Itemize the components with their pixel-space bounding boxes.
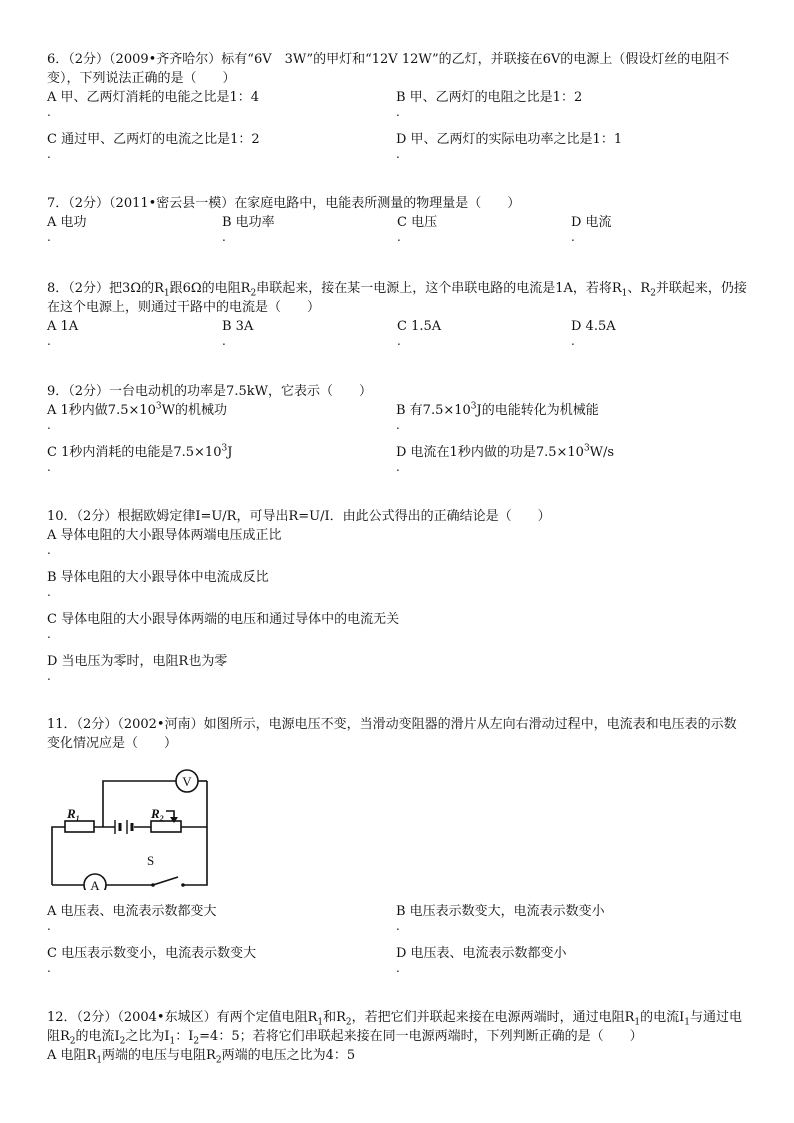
option-dot: . bbox=[47, 543, 51, 557]
question-8 bbox=[47, 279, 747, 359]
question-9 bbox=[47, 382, 747, 485]
rheostat-r2 bbox=[151, 821, 181, 832]
r1-label bbox=[66, 806, 80, 823]
r1-letter: R bbox=[67, 806, 76, 821]
subscript: 2 bbox=[345, 1017, 352, 1028]
question-stem: 11．（2分）（2002•河南）如图所示，电源电压不变，当滑动变阻器的滑片从左向右滑动过程中，电流表和电压表的示数变化情况应是（ ） bbox=[47, 717, 737, 751]
option-dot: . bbox=[397, 230, 401, 244]
option-c[interactable] bbox=[47, 443, 232, 463]
wire-voltmeter-left bbox=[103, 781, 176, 827]
option-dot: . bbox=[47, 961, 51, 975]
question-10 bbox=[47, 507, 747, 694]
option-dot: . bbox=[47, 919, 51, 933]
option-a[interactable]: A 电压表、电流表示数都变大 bbox=[47, 904, 217, 919]
option-dot: . bbox=[47, 460, 51, 474]
option-a[interactable]: A 1A bbox=[47, 319, 79, 334]
option-text: B 有7.5×10 bbox=[396, 403, 471, 418]
r1-subscript: 1 bbox=[75, 814, 80, 823]
option-dot: . bbox=[47, 147, 51, 161]
subscript: 1 bbox=[96, 1055, 103, 1066]
stem-text: 12．（2分）（2004•东城区）有两个定值电阻R bbox=[47, 1010, 318, 1025]
options-row bbox=[47, 1046, 747, 1067]
question-6 bbox=[47, 50, 747, 172]
option-c[interactable]: C 电压 bbox=[397, 215, 438, 230]
switch-label: S bbox=[147, 853, 155, 868]
subscript: 2 bbox=[250, 288, 257, 299]
battery bbox=[115, 820, 132, 834]
option-dot: . bbox=[571, 334, 575, 348]
option-dot: . bbox=[47, 105, 51, 119]
option-text: W/s bbox=[589, 445, 615, 460]
option-dot: . bbox=[47, 230, 51, 244]
stem-text: ，若把它们并联起来接在电源两端时，通过电阻R bbox=[351, 1010, 635, 1025]
question-11-options bbox=[47, 902, 747, 986]
options-row bbox=[47, 610, 747, 652]
option-d[interactable]: D 当电压为零时，电阻R也为零 bbox=[47, 654, 228, 669]
options-row bbox=[47, 568, 747, 610]
question-7 bbox=[47, 194, 747, 255]
option-c[interactable]: C 导体电阻的大小跟导体两端的电压和通过导体中的电流无关 bbox=[47, 612, 400, 627]
stem-text: 串联起来，接在某一电源上，这个串联电路的电流是1A，若将R bbox=[256, 281, 622, 296]
stem-text: 8．（2分）把3Ω的R bbox=[47, 281, 164, 296]
option-b[interactable]: B 电功率 bbox=[222, 215, 275, 230]
stem-text: 之比为I bbox=[125, 1029, 170, 1044]
options-row bbox=[47, 944, 747, 986]
option-c[interactable]: C 1.5A bbox=[397, 319, 442, 334]
subscript: 1 bbox=[634, 1017, 641, 1028]
option-text: D 电流在1秒内做的功是7.5×10 bbox=[396, 445, 584, 460]
r2-letter: R bbox=[151, 806, 160, 821]
stem-text: =4：5；若将它们串联起来接在同一电源两端时，下列判断正确的是（ ） bbox=[199, 1029, 643, 1044]
option-dot: . bbox=[396, 105, 400, 119]
subscript: 1 bbox=[163, 288, 170, 299]
subscript: 2 bbox=[119, 1036, 126, 1047]
circuit-diagram bbox=[47, 765, 217, 890]
option-d[interactable]: D 甲、乙两灯的实际电功率之比是1：1 bbox=[396, 132, 623, 147]
option-d[interactable]: D 电流 bbox=[571, 215, 612, 230]
option-c[interactable]: C 电压表示数变小，电流表示数变大 bbox=[47, 946, 257, 961]
option-dot: . bbox=[396, 961, 400, 975]
option-dot: . bbox=[47, 418, 51, 432]
option-b[interactable] bbox=[396, 401, 599, 421]
option-a[interactable]: A 电功 bbox=[47, 215, 87, 230]
subscript: 2 bbox=[215, 1055, 222, 1066]
option-d[interactable] bbox=[396, 443, 614, 463]
question-stem bbox=[47, 1008, 747, 1046]
option-text: J bbox=[227, 445, 233, 460]
option-dot: . bbox=[571, 230, 575, 244]
wire-right bbox=[183, 781, 207, 885]
option-text: 两端的电压之比为4：5 bbox=[221, 1048, 356, 1063]
options-row bbox=[47, 213, 747, 255]
option-dot: . bbox=[47, 627, 51, 641]
options-row bbox=[47, 317, 747, 359]
question-stem: 10．（2分）根据欧姆定律I=U/R，可导出R=U/I．由此公式得出的正确结论是（ ） bbox=[47, 509, 551, 524]
voltmeter-label: V bbox=[182, 774, 192, 789]
option-text: W的机械功 bbox=[161, 403, 228, 418]
subscript: 1 bbox=[684, 1017, 691, 1028]
question-stem: 7．（2分）（2011•密云县一模）在家庭电路中，电能表所测量的物理量是（ ） bbox=[47, 196, 521, 211]
stem-text: ：I bbox=[175, 1029, 194, 1044]
option-a[interactable]: A 甲、乙两灯消耗的电能之比是1：4 bbox=[47, 90, 260, 105]
subscript: 1 bbox=[317, 1017, 324, 1028]
switch-blade[interactable] bbox=[153, 877, 178, 885]
switch-contact bbox=[181, 883, 185, 887]
subscript: 1 bbox=[169, 1036, 176, 1047]
option-text: C 1秒内消耗的电能是7.5×10 bbox=[47, 445, 222, 460]
superscript: 3 bbox=[221, 443, 228, 454]
r2-label bbox=[150, 806, 164, 823]
option-dot: . bbox=[396, 919, 400, 933]
question-stem bbox=[47, 279, 747, 317]
options-row bbox=[47, 401, 747, 443]
stem-text: 的电流I bbox=[640, 1010, 685, 1025]
option-dot: . bbox=[396, 147, 400, 161]
question-stem: 6．（2分）（2009•齐齐哈尔）标有“6V 3W”的甲灯和“12V 12W”的乙灯，并联接在6V的电源上（假设灯丝的电阻不变），下列说法正确的是（ ） bbox=[47, 52, 730, 86]
option-d[interactable]: D 电压表、电流表示数都变小 bbox=[396, 946, 567, 961]
question-stem: 9．（2分）一台电动机的功率是7.5kW，它表示（ ） bbox=[47, 384, 372, 399]
option-text: 两端的电压与电阻R bbox=[102, 1048, 216, 1063]
superscript: 3 bbox=[583, 443, 590, 454]
r2-subscript: 2 bbox=[159, 814, 164, 823]
option-b[interactable]: B 电压表示数变大，电流表示数变小 bbox=[396, 904, 605, 919]
stem-text: 并联起来，仍接在这个电源上，则通过干路中的电流是（ ） bbox=[47, 281, 747, 315]
option-c[interactable]: C 通过甲、乙两灯的电流之比是1：2 bbox=[47, 132, 260, 147]
option-b[interactable]: B 导体电阻的大小跟导体中电流成反比 bbox=[47, 570, 269, 585]
option-dot: . bbox=[396, 460, 400, 474]
option-d[interactable]: D 4.5A bbox=[571, 319, 616, 334]
options-row bbox=[47, 443, 747, 485]
option-dot: . bbox=[47, 585, 51, 599]
option-b[interactable]: B 甲、乙两灯的电阻之比是1：2 bbox=[396, 90, 583, 105]
superscript: 3 bbox=[155, 401, 162, 412]
option-dot: . bbox=[222, 230, 226, 244]
subscript: 2 bbox=[650, 288, 656, 299]
stem-text: 跟6Ω的电阻R bbox=[169, 281, 251, 296]
subscript: 1 bbox=[621, 288, 628, 299]
option-text: A 1秒内做7.5×10 bbox=[47, 403, 156, 418]
question-12 bbox=[47, 1008, 747, 1067]
stem-text: 、R bbox=[627, 281, 651, 296]
option-dot: . bbox=[396, 418, 400, 432]
option-dot: . bbox=[397, 334, 401, 348]
option-a[interactable] bbox=[47, 1046, 355, 1066]
options-row bbox=[47, 130, 747, 172]
options-row bbox=[47, 526, 747, 568]
stem-text: 与通过电阻R bbox=[47, 1010, 743, 1044]
subscript: 2 bbox=[193, 1036, 200, 1047]
option-dot: . bbox=[222, 334, 226, 348]
option-text: J的电能转化为机械能 bbox=[476, 403, 599, 418]
options-row bbox=[47, 902, 747, 944]
ammeter-label: A bbox=[90, 878, 100, 890]
question-11 bbox=[47, 715, 747, 753]
option-dot: . bbox=[47, 334, 51, 348]
slider-arrow-icon[interactable] bbox=[170, 817, 178, 823]
option-b[interactable]: B 3A bbox=[222, 319, 254, 334]
subscript: 2 bbox=[69, 1036, 76, 1047]
superscript: 3 bbox=[470, 401, 477, 412]
option-dot: . bbox=[47, 669, 51, 683]
switch-pivot bbox=[151, 883, 155, 887]
option-a[interactable]: A 导体电阻的大小跟导体两端电压成正比 bbox=[47, 528, 282, 543]
option-a[interactable] bbox=[47, 401, 227, 421]
option-text: A 电阻R bbox=[47, 1048, 97, 1063]
stem-text: 和R bbox=[323, 1010, 346, 1025]
options-row bbox=[47, 652, 747, 694]
stem-text: 的电流I bbox=[75, 1029, 120, 1044]
options-row bbox=[47, 88, 747, 130]
wire-left bbox=[52, 827, 65, 885]
